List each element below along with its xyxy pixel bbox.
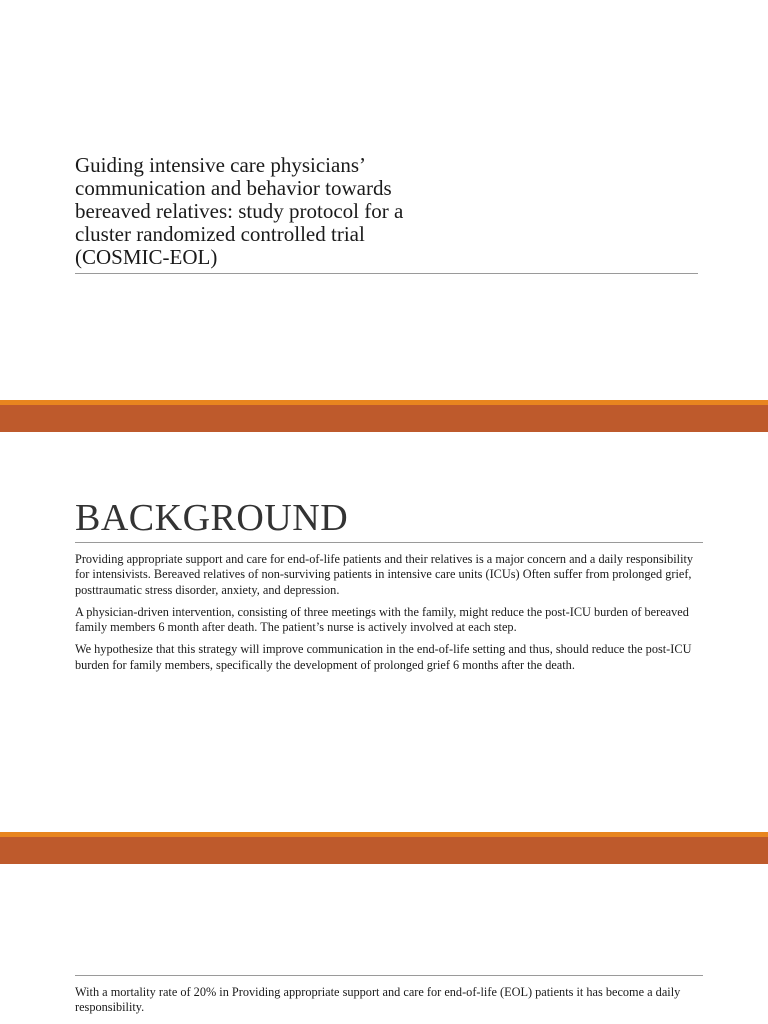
title-slide	[0, 0, 768, 400]
paragraph: We hypothesize that this strategy will improve communication in the end-of-life setting and thus, should reduce the post-ICU burden for family members, specifically the development of prolonged grief 6 months after the death.	[75, 642, 692, 672]
heading-divider	[75, 542, 703, 543]
title-divider	[75, 273, 698, 274]
paragraph: A physician-driven intervention, consisting of three meetings with the family, might reduce the post-ICU burden of bereaved family members 6 month after death. The patient’s nurse is actively involved at each step.	[75, 604, 689, 635]
mortality-body	[75, 985, 700, 1023]
section-heading: BACKGROUND	[75, 497, 349, 539]
background-slide	[0, 432, 768, 832]
slide-separator-band	[0, 400, 768, 432]
background-body	[75, 552, 695, 680]
slide-separator-band	[0, 832, 768, 864]
paragraph: With a mortality rate of 20% in Providing appropriate support and care for end-of-life (EOL) patients it has become a daily responsibility.	[75, 985, 681, 1015]
document-title: Guiding intensive care physicians’ communication and behavior towards bereaved relatives: study protocol for a cluster randomized controlled trial (COSMIC-EOL)	[75, 153, 404, 269]
mortality-slide	[0, 864, 768, 1024]
heading-divider	[75, 975, 703, 976]
paragraph: Providing appropriate support and care for end-of-life patients and their relatives is a major concern and a daily responsibility for intensivists. Bereaved relatives of non-surviving patients in intensive care units (ICUs) Often suffer from prolonged grief, posttraumatic stress disorder, anxiety, and depression.	[75, 552, 694, 597]
